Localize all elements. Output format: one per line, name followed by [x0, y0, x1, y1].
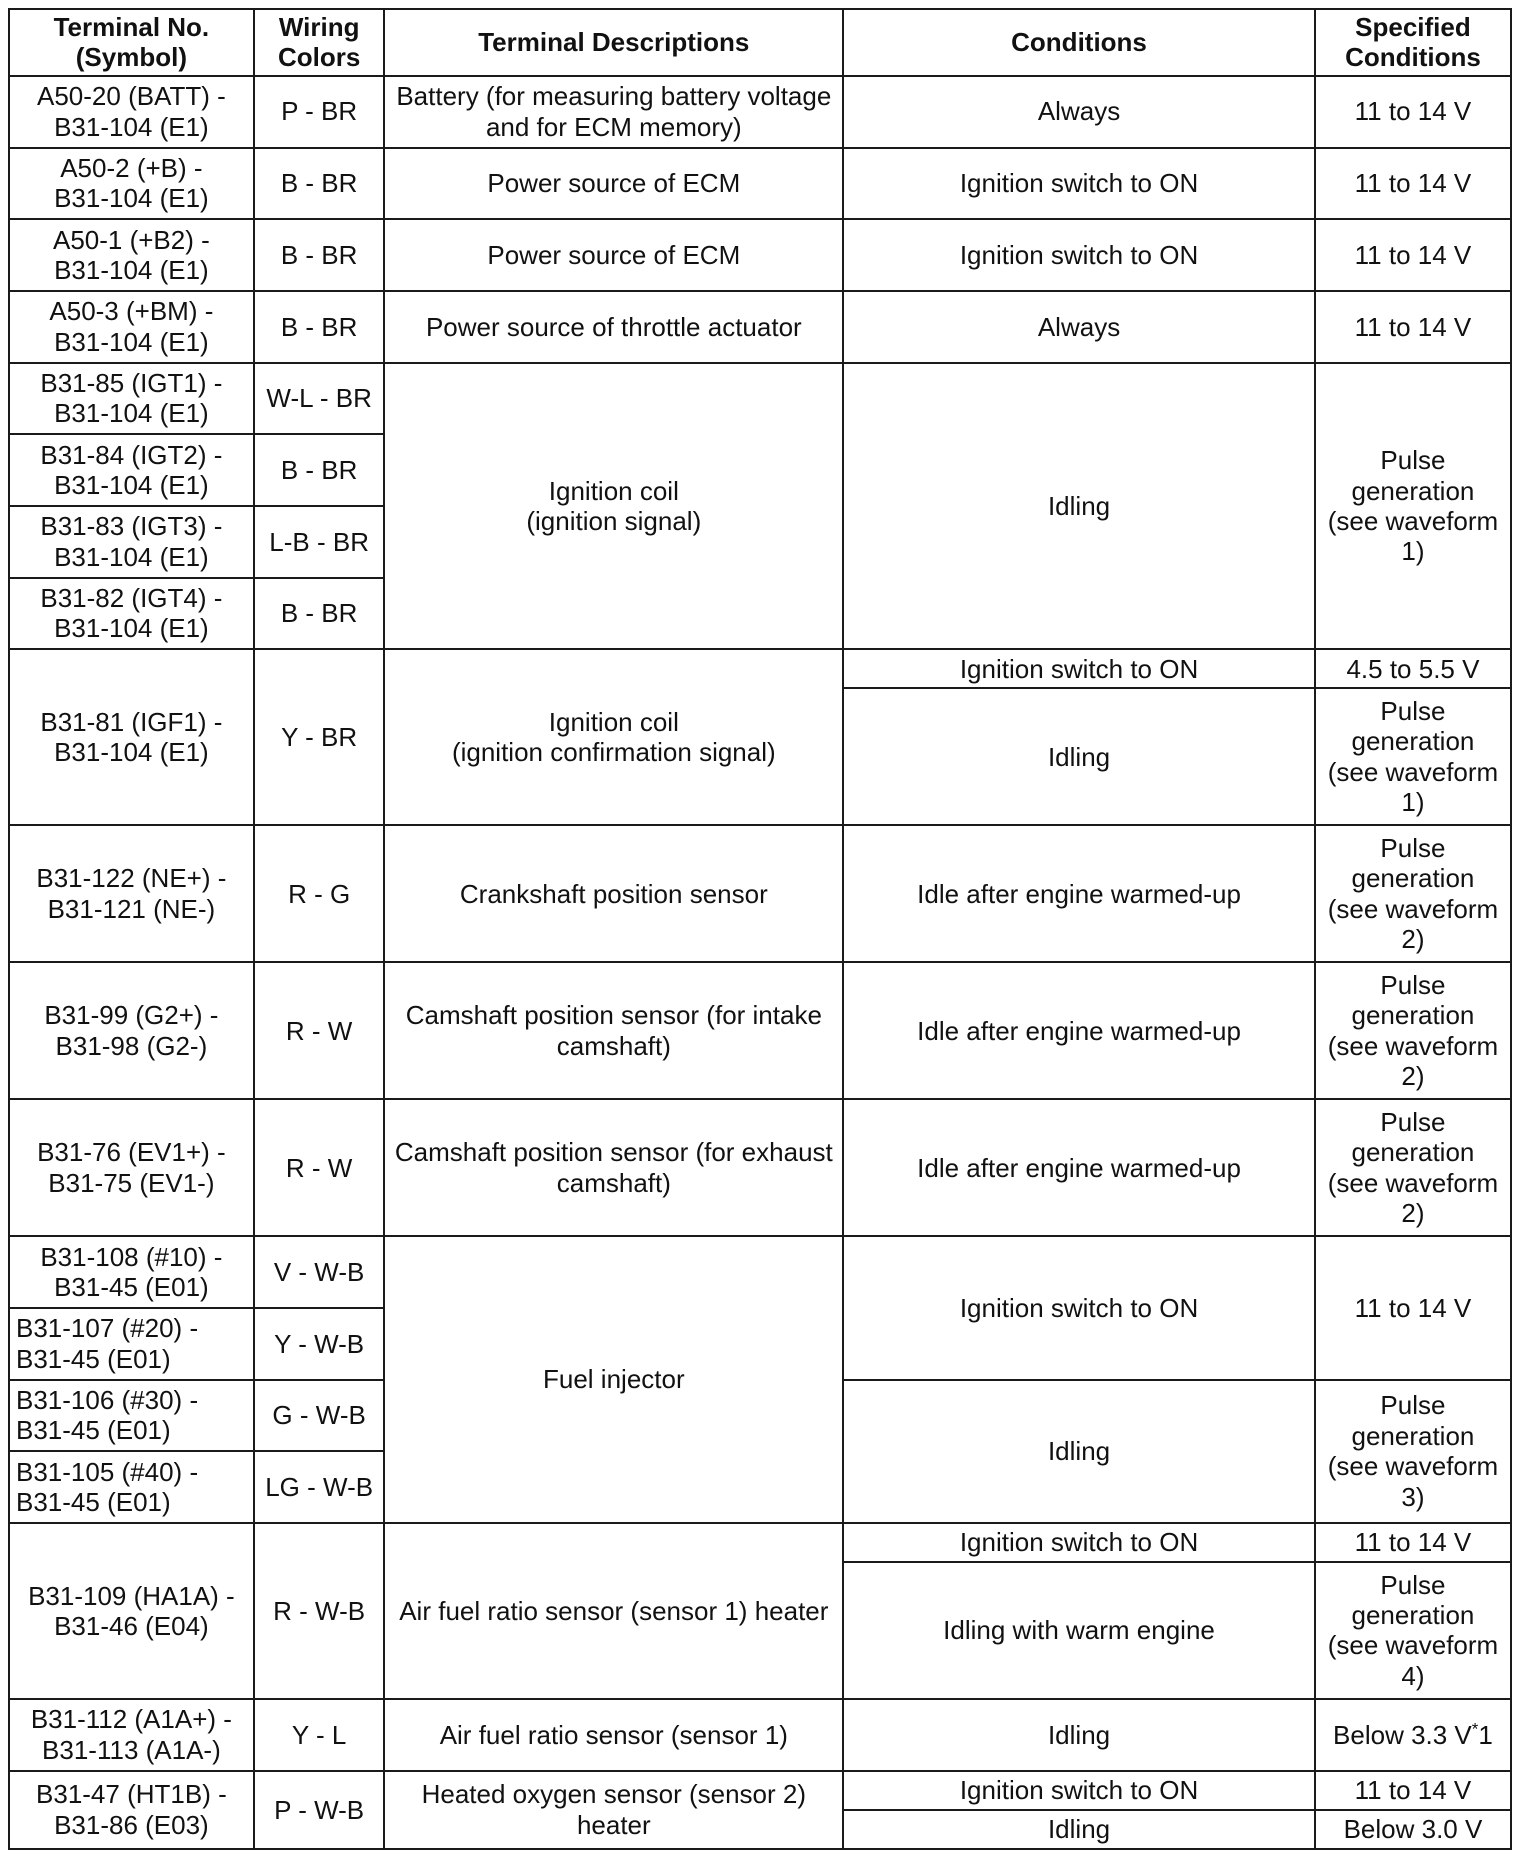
table-row [9, 76, 1511, 148]
description-cell: Power source of throttle actuator [384, 291, 843, 363]
table-row [9, 291, 1511, 363]
spec-cell: Pulse generation (see waveform 2) [1315, 1099, 1511, 1236]
spec-cell: Pulse generation (see waveform 1) [1315, 688, 1511, 825]
spec-cell [1315, 1699, 1511, 1771]
spec-cell: 11 to 14 V [1315, 148, 1511, 220]
terminal-cell: A50-2 (+B) - B31-104 (E1) [9, 148, 254, 220]
terminal-cell: A50-20 (BATT) - B31-104 (E1) [9, 76, 254, 148]
condition-cell: Always [843, 291, 1315, 363]
description-cell: Crankshaft position sensor [384, 825, 843, 962]
description-cell: Camshaft position sensor (for exhaust camshaft) [384, 1099, 843, 1236]
spec-cell: 11 to 14 V [1315, 1523, 1511, 1562]
terminal-cell: A50-1 (+B2) - B31-104 (E1) [9, 219, 254, 291]
terminal-cell: B31-47 (HT1B) - B31-86 (E03) [9, 1771, 254, 1849]
condition-cell: Ignition switch to ON [843, 1523, 1315, 1562]
spec-cell: Pulse generation (see waveform 4) [1315, 1562, 1511, 1699]
header-description: Terminal Descriptions [384, 9, 843, 76]
spec-cell: Pulse generation (see waveform 1) [1315, 363, 1511, 650]
condition-cell: Ignition switch to ON [843, 148, 1315, 220]
spec-cell: 11 to 14 V [1315, 291, 1511, 363]
header-row [9, 9, 1511, 76]
wiring-cell: P - W-B [254, 1771, 385, 1849]
condition-cell: Idling [843, 363, 1315, 650]
condition-cell: Idling [843, 1810, 1315, 1849]
table-row [9, 1236, 1511, 1308]
terminal-spec-table [8, 8, 1512, 1850]
terminal-cell: B31-85 (IGT1) - B31-104 (E1) [9, 363, 254, 435]
header-conditions: Conditions [843, 9, 1315, 76]
spec-cell: Pulse generation (see waveform 3) [1315, 1380, 1511, 1523]
condition-cell: Idling with warm engine [843, 1562, 1315, 1699]
condition-cell: Ignition switch to ON [843, 1236, 1315, 1379]
description-cell: Ignition coil (ignition confirmation signal) [384, 649, 843, 825]
spec-cell: 11 to 14 V [1315, 219, 1511, 291]
wiring-cell: B - BR [254, 578, 385, 650]
spec-cell: Pulse generation (see waveform 2) [1315, 962, 1511, 1099]
terminal-cell: B31-112 (A1A+) - B31-113 (A1A-) [9, 1699, 254, 1771]
terminal-cell: B31-122 (NE+) - B31-121 (NE-) [9, 825, 254, 962]
description-cell: Air fuel ratio sensor (sensor 1) [384, 1699, 843, 1771]
wiring-cell: R - G [254, 825, 385, 962]
terminal-cell: B31-83 (IGT3) - B31-104 (E1) [9, 506, 254, 578]
terminal-cell: B31-109 (HA1A) - B31-46 (E04) [9, 1523, 254, 1699]
table-row [9, 363, 1511, 435]
description-cell: Camshaft position sensor (for intake camshaft) [384, 962, 843, 1099]
terminal-cell: B31-76 (EV1+) - B31-75 (EV1-) [9, 1099, 254, 1236]
condition-cell: Idle after engine warmed-up [843, 962, 1315, 1099]
footnote-number: 1 [1478, 1719, 1493, 1750]
table-row [9, 825, 1511, 962]
wiring-cell: B - BR [254, 434, 385, 506]
description-cell: Power source of ECM [384, 219, 843, 291]
condition-cell: Ignition switch to ON [843, 1771, 1315, 1810]
terminal-cell: B31-81 (IGF1) - B31-104 (E1) [9, 649, 254, 825]
header-wiring: Wiring Colors [254, 9, 385, 76]
wiring-cell: P - BR [254, 76, 385, 148]
spec-value: Below 3.3 V [1333, 1719, 1472, 1750]
condition-cell: Idle after engine warmed-up [843, 825, 1315, 962]
condition-cell: Idling [843, 1699, 1315, 1771]
table-row [9, 1099, 1511, 1236]
wiring-cell: R - W-B [254, 1523, 385, 1699]
wiring-cell: Y - W-B [254, 1308, 385, 1380]
wiring-cell: V - W-B [254, 1236, 385, 1308]
spec-cell: Below 3.0 V [1315, 1810, 1511, 1849]
wiring-cell: B - BR [254, 291, 385, 363]
description-cell: Ignition coil (ignition signal) [384, 363, 843, 650]
wiring-cell: B - BR [254, 219, 385, 291]
spec-cell: 11 to 14 V [1315, 1771, 1511, 1810]
terminal-cell: B31-107 (#20) - B31-45 (E01) [9, 1308, 254, 1380]
table-row [9, 1771, 1511, 1810]
description-cell: Battery (for measuring battery voltage and for ECM memory) [384, 76, 843, 148]
table-row [9, 148, 1511, 220]
footnote-marker: * [1471, 1718, 1479, 1738]
terminal-cell: B31-99 (G2+) - B31-98 (G2-) [9, 962, 254, 1099]
spec-cell: 11 to 14 V [1315, 1236, 1511, 1379]
description-cell: Fuel injector [384, 1236, 843, 1523]
spec-cell: Pulse generation (see waveform 2) [1315, 825, 1511, 962]
header-specified: Specified Conditions [1315, 9, 1511, 76]
table-row [9, 962, 1511, 1099]
header-terminal: Terminal No. (Symbol) [9, 9, 254, 76]
condition-cell: Idle after engine warmed-up [843, 1099, 1315, 1236]
wiring-cell: R - W [254, 962, 385, 1099]
description-cell: Heated oxygen sensor (sensor 2) heater [384, 1771, 843, 1849]
table-row [9, 1699, 1511, 1771]
spec-cell: 4.5 to 5.5 V [1315, 649, 1511, 688]
terminal-cell: B31-105 (#40) - B31-45 (E01) [9, 1451, 254, 1523]
condition-cell: Ignition switch to ON [843, 219, 1315, 291]
condition-cell: Always [843, 76, 1315, 148]
terminal-cell: B31-84 (IGT2) - B31-104 (E1) [9, 434, 254, 506]
description-cell: Air fuel ratio sensor (sensor 1) heater [384, 1523, 843, 1699]
wiring-cell: LG - W-B [254, 1451, 385, 1523]
terminal-cell: B31-82 (IGT4) - B31-104 (E1) [9, 578, 254, 650]
table-row [9, 1523, 1511, 1562]
wiring-cell: B - BR [254, 148, 385, 220]
condition-cell: Idling [843, 688, 1315, 825]
wiring-cell: R - W [254, 1099, 385, 1236]
wiring-cell: G - W-B [254, 1380, 385, 1452]
table-row [9, 219, 1511, 291]
wiring-cell: Y - BR [254, 649, 385, 825]
table-row [9, 649, 1511, 688]
terminal-cell: A50-3 (+BM) - B31-104 (E1) [9, 291, 254, 363]
wiring-cell: L-B - BR [254, 506, 385, 578]
terminal-cell: B31-106 (#30) - B31-45 (E01) [9, 1380, 254, 1452]
condition-cell: Ignition switch to ON [843, 649, 1315, 688]
wiring-cell: W-L - BR [254, 363, 385, 435]
wiring-cell: Y - L [254, 1699, 385, 1771]
spec-cell: 11 to 14 V [1315, 76, 1511, 148]
description-cell: Power source of ECM [384, 148, 843, 220]
condition-cell: Idling [843, 1380, 1315, 1523]
terminal-cell: B31-108 (#10) - B31-45 (E01) [9, 1236, 254, 1308]
